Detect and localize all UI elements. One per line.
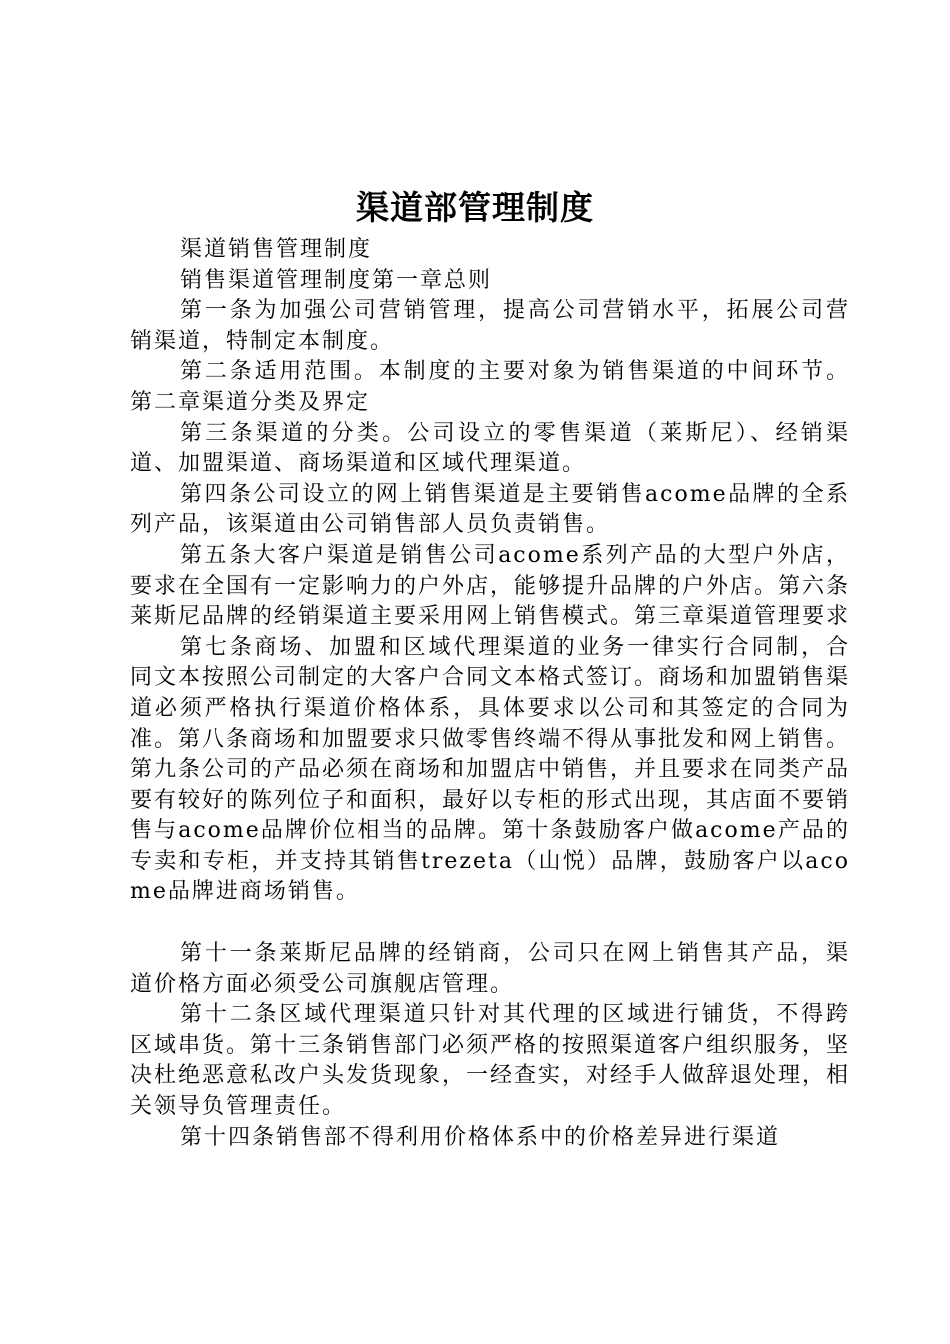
- paragraph-4: 第二条适用范围。本制度的主要对象为销售渠道的中间环节。第二章渠道分类及界定: [130, 359, 850, 415]
- paragraph-9: 第十一条莱斯尼品牌的经销商，公司只在网上销售其产品，渠道价格方面必须受公司旗舰店管理。: [130, 941, 850, 997]
- paragraph-7: 第五条大客户渠道是销售公司acome系列产品的大型户外店，要求在全国有一定影响力的户外店，能够提升品牌的户外店。第六条莱斯尼品牌的经销渠道主要采用网上销售模式。第三章渠道管理要求: [130, 542, 851, 630]
- paragraph-3: 第一条为加强公司营销管理，提高公司营销水平，拓展公司营销渠道，特制定本制度。: [130, 298, 850, 354]
- paragraph-8: 第七条商场、加盟和区域代理渠道的业务一律实行合同制，合同文本按照公司制定的大客户合同文本格式签订。商场和加盟销售渠道必须严格执行渠道价格体系，具体要求以公司和其签定的合同为准。第八条商场和加盟要求只做零售终端不得从事批发和网上销售。第九条公司的产品必须在商场和加盟店中销售，并且要求在同类产品要有较好的陈列位子和面积，最好以专柜的形式出现，其店面不要销售与acome品牌价位相当的品牌。第十条鼓励客户做acome产品的专卖和专柜，并支持其销售trezeta（山悦）品牌，鼓励客户以acome品牌进商场销售。: [130, 634, 851, 905]
- paragraph-2: 销售渠道管理制度第一章总则: [180, 267, 493, 293]
- document-title: 渠道部管理制度: [356, 188, 594, 227]
- paragraph-10: 第十二条区域代理渠道只针对其代理的区域进行铺货，不得跨区域串货。第十三条销售部门必须严格的按照渠道客户组织服务，坚决杜绝恶意私改户头发货现象，一经查实，对经手人做辞退处理，相关领导负管理责任。: [130, 1002, 851, 1120]
- paragraph-6: 第四条公司设立的网上销售渠道是主要销售acome品牌的全系列产品，该渠道由公司销售部人员负责销售。: [130, 481, 850, 538]
- document-body: [130, 235, 850, 1153]
- paragraph-5: 第三条渠道的分类。公司设立的零售渠道（莱斯尼）、经销渠道、加盟渠道、商场渠道和区域代理渠道。: [130, 420, 850, 477]
- paragraph-1: 渠道销售管理制度: [180, 237, 373, 262]
- paragraph-11: 第十四条销售部不得利用价格体系中的价格差异进行渠道: [180, 1124, 781, 1150]
